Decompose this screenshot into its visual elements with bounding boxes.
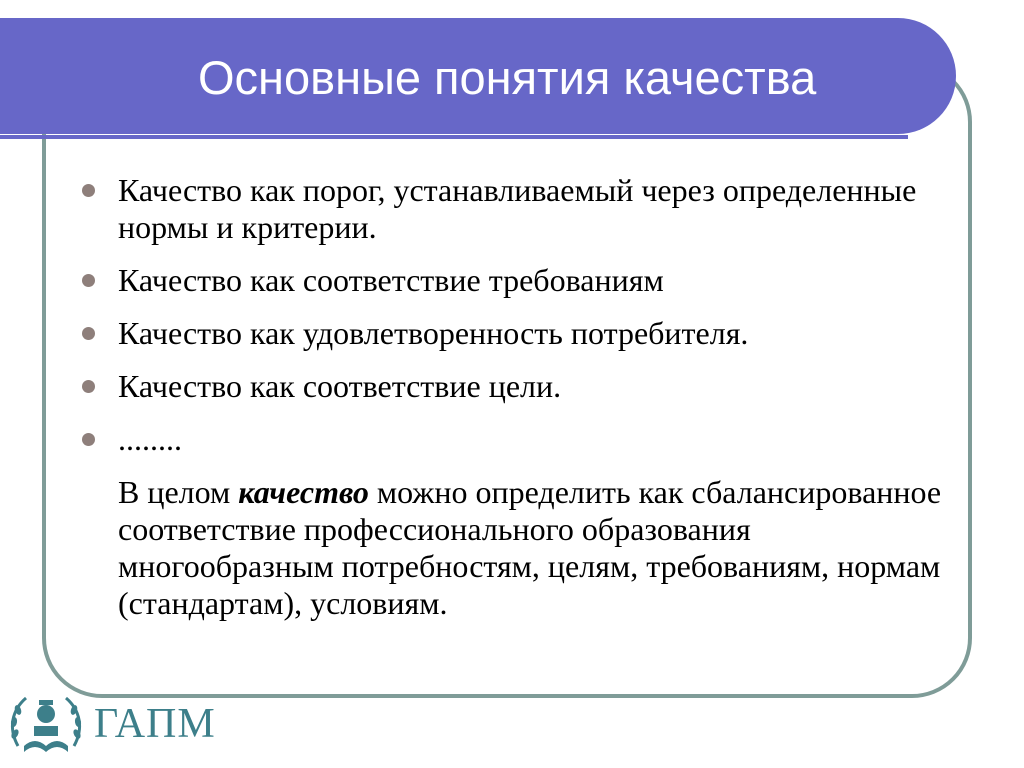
bullet-text: Качество как соответствие цели. <box>118 368 562 404</box>
bullet-item <box>80 368 960 405</box>
bullet-item <box>80 421 960 458</box>
bullet-text: ........ <box>118 421 182 457</box>
summary-emphasis: качество <box>238 474 369 510</box>
bullet-item <box>80 315 960 352</box>
bullet-item <box>80 172 960 246</box>
bullet-dot-icon <box>82 433 95 446</box>
bullet-text: Качество как соответствие требованиям <box>118 262 664 298</box>
slide-body <box>80 172 960 622</box>
bullet-dot-icon <box>82 184 95 197</box>
institution-logo <box>6 688 226 760</box>
logo-text: ГАПМ <box>94 701 216 747</box>
bullet-dot-icon <box>82 274 95 287</box>
bullet-text: Качество как удовлетворенность потребителя. <box>118 315 749 351</box>
summary-paragraph <box>80 474 960 622</box>
bullet-text: Качество как порог, устанавливаемый через определенные нормы и критерии. <box>118 172 917 245</box>
laurel-emblem-icon <box>6 688 86 760</box>
summary-suffix: можно определить как сбалансированное соответствие профессионального образования многообразным потребностям, целям, требованиям, нормам (стандартам), условиям. <box>118 474 942 621</box>
bullet-dot-icon <box>82 380 95 393</box>
title-underline <box>0 135 908 139</box>
bullet-item <box>80 262 960 299</box>
slide-title: Основные понятия качества <box>198 51 817 104</box>
bullet-dot-icon <box>82 327 95 340</box>
summary-prefix: В целом <box>118 474 239 510</box>
